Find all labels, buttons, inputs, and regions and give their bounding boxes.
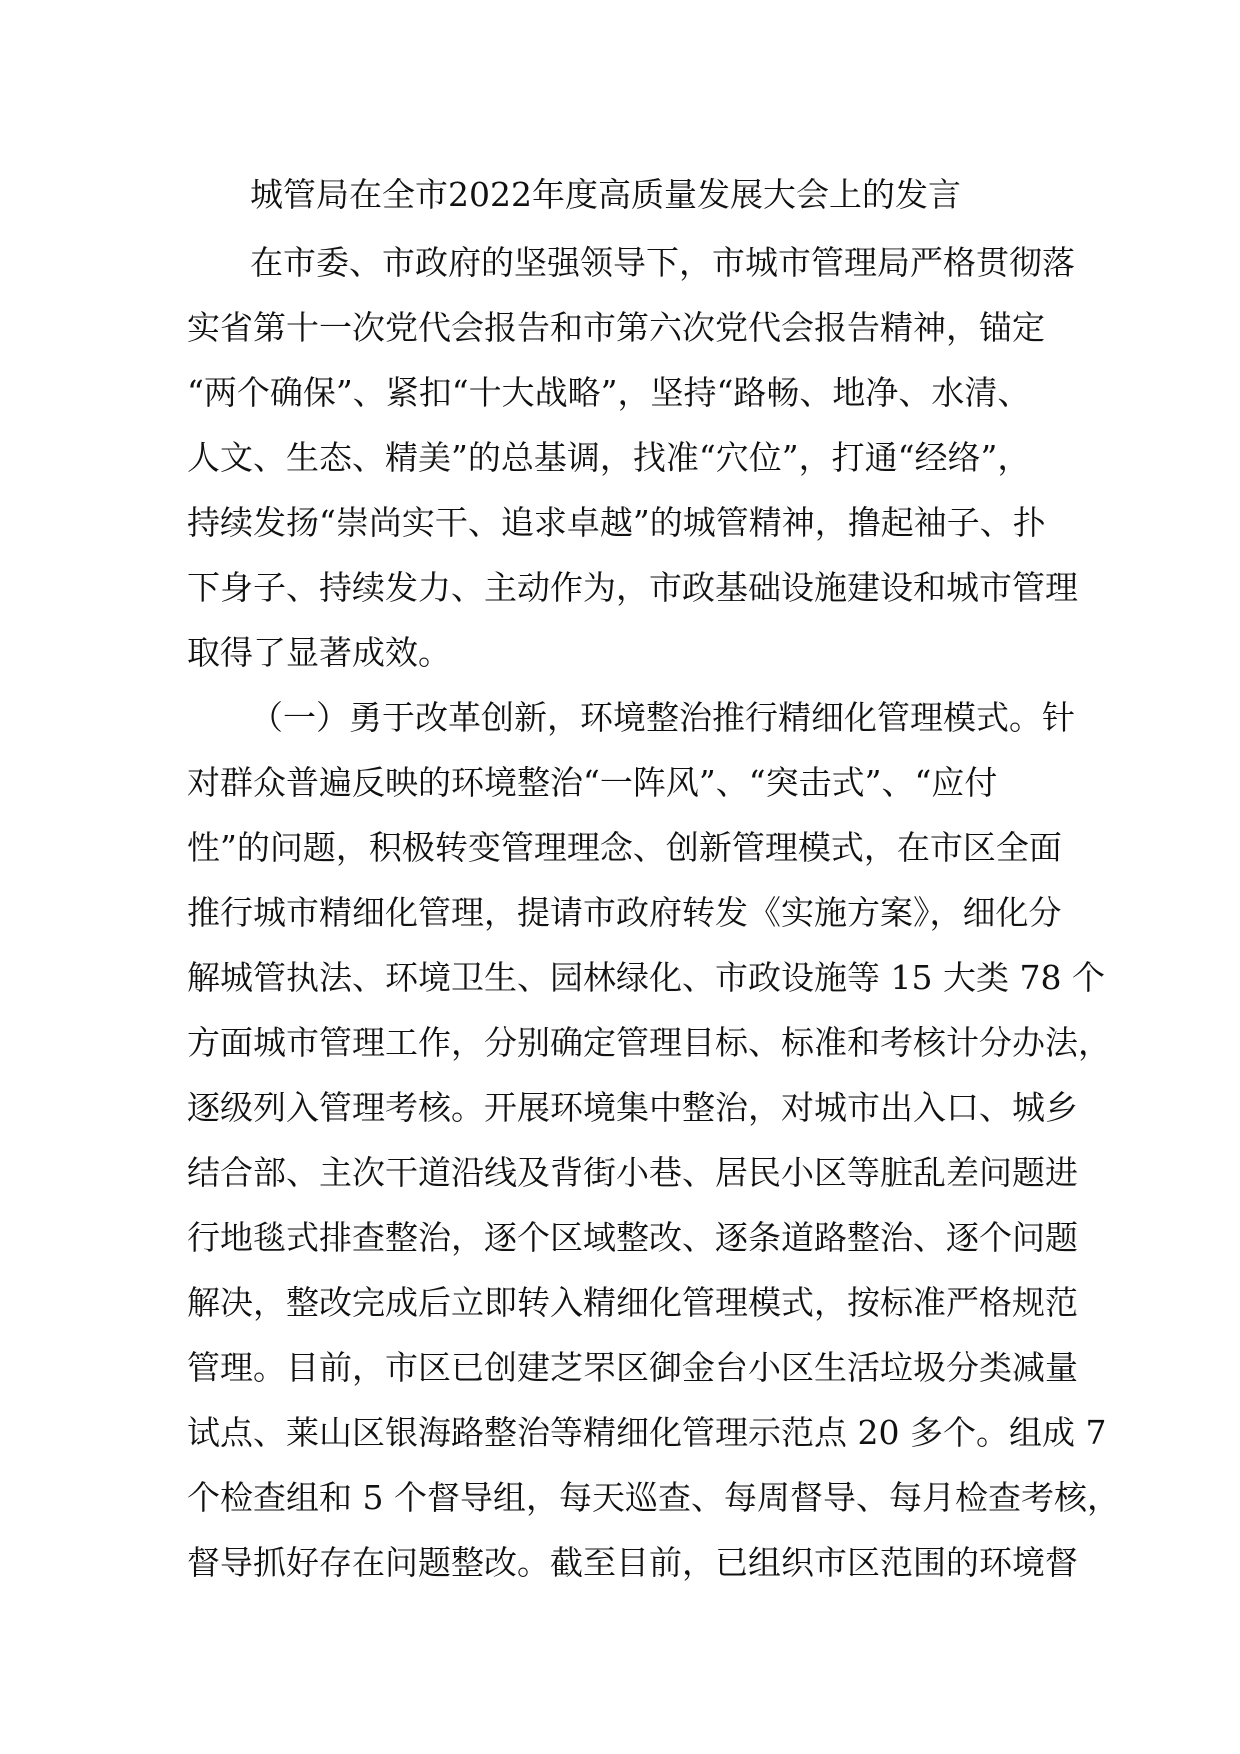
paragraph-line: 解决，整改完成后立即转入精细化管理模式，按标准严格规范: [187, 1283, 1078, 1322]
paragraph-line: 行地毯式排查整治，逐个区域整改、逐条道路整治、逐个问题: [187, 1218, 1078, 1257]
paragraph-line: 人文、生态、精美”的总基调，找准“穴位”，打通“经络”，: [187, 438, 1031, 477]
paragraph-line: 下身子、持续发力、主动作为，市政基础设施建设和城市管理: [187, 568, 1078, 607]
paragraph-line: （一）勇于改革创新，环境整治推行精细化管理模式。针: [250, 698, 1075, 737]
paragraph-line: 推行城市精细化管理，提请市政府转发《实施方案》，细化分: [187, 893, 1062, 932]
paragraph-line: 方面城市管理工作，分别确定管理目标、标准和考核计分办法，: [187, 1023, 1111, 1062]
paragraph-line: 对群众普遍反映的环境整治“一阵风”、“突击式”、“应付: [187, 763, 998, 802]
paragraph-line: 逐级列入管理考核。开展环境集中整治，对城市出入口、城乡: [187, 1088, 1078, 1127]
paragraph-line: “两个确保”、紧扣“十大战略”，坚持“路畅、地净、水清、: [187, 373, 1031, 412]
paragraph-line: 试点、莱山区银海路整治等精细化管理示范点 20 多个。组成 7: [187, 1413, 1107, 1452]
paragraph-line: 个检查组和 5 个督导组，每天巡查、每周督导、每月检查考核，: [187, 1478, 1120, 1517]
paragraph-line: 持续发扬“崇尚实干、追求卓越”的城管精神，撸起袖子、扑: [187, 503, 1046, 542]
paragraph-line: 实省第十一次党代会报告和市第六次党代会报告精神，锚定: [187, 308, 1045, 347]
paragraph-line: 在市委、市政府的坚强领导下，市城市管理局严格贯彻落: [250, 243, 1075, 282]
paragraph-line: 管理。目前，市区已创建芝罘区御金台小区生活垃圾分类减量: [187, 1348, 1078, 1387]
paragraph-line: 督导抓好存在问题整改。截至目前，已组织市区范围的环境督: [187, 1543, 1078, 1582]
paragraph-line: 解城管执法、环境卫生、园林绿化、市政设施等 15 大类 78 个: [187, 958, 1105, 997]
paragraph-line: 性”的问题，积极转变管理理念、创新管理模式，在市区全面: [187, 828, 1062, 867]
paragraph-line: 取得了显著成效。: [187, 633, 451, 672]
document-title: 城管局在全市2022年度高质量发展大会上的发言: [250, 175, 961, 214]
paragraph-line: 结合部、主次干道沿线及背街小巷、居民小区等脏乱差问题进: [187, 1153, 1078, 1192]
